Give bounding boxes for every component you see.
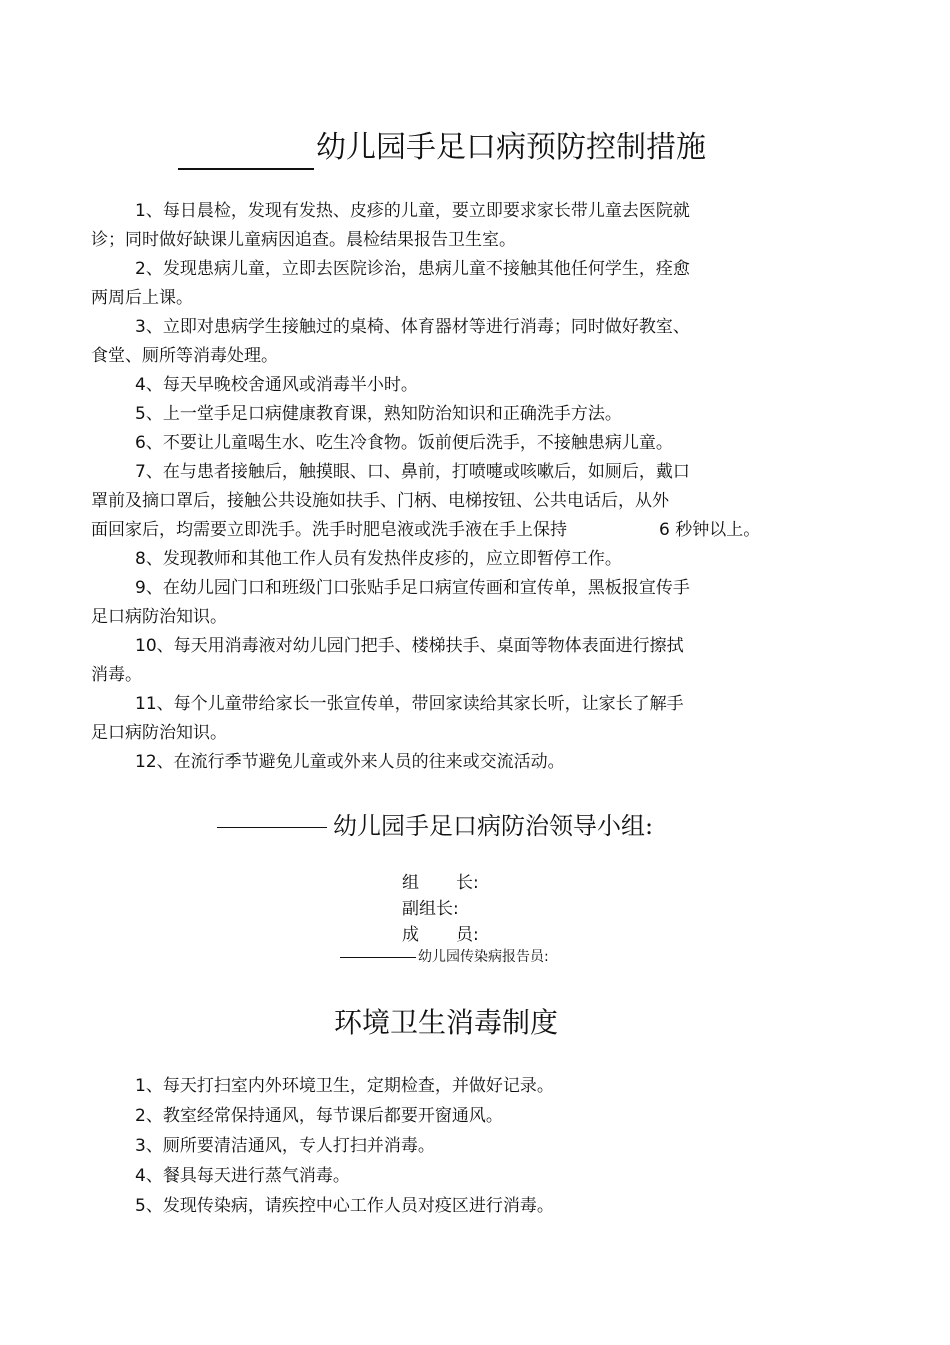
measure-8: 8、发现教师和其他工作人员有发热伴皮疹的，应立即暂停工作。 <box>135 549 622 569</box>
leadership-group-title <box>217 808 737 844</box>
measure-2-line-2: 两周后上课。 <box>91 288 193 308</box>
measure-12: 12、在流行季节避免儿童或外来人员的往来或交流活动。 <box>135 752 565 772</box>
measure-2-line-1: 2、发现患病儿童，立即去医院诊治，患病儿童不接触其他任何学生，痊愈 <box>135 259 690 279</box>
measure-7-line-3-text: 面回家后，均需要立即洗手。洗手时肥皂液或洗手液在手上保持 <box>91 520 567 540</box>
reporter-row <box>340 946 660 968</box>
measure-11-line-1: 11、每个儿童带给家长一张宣传单，带回家读给其家长听，让家长了解手 <box>135 694 684 714</box>
measure-7-line-2: 罩前及摘口罩后，接触公共设施如扶手、门柄、电梯按钮、公共电话后，从外 <box>91 491 669 511</box>
leader-label-a: 组 <box>402 873 419 893</box>
deputy-leader-label: 副组长: <box>402 899 459 919</box>
measure-6: 6、不要让儿童喝生水、吃生冷食物。饭前便后洗手，不接触患病儿童。 <box>135 433 673 453</box>
rule-4: 4、餐具每天进行蒸气消毒。 <box>135 1166 350 1186</box>
rule-5: 5、发现传染病，请疾控中心工作人员对疫区进行消毒。 <box>135 1196 554 1216</box>
measure-7-line-1: 7、在与患者接触后，触摸眼、口、鼻前，打喷嚏或咳嗽后，如厕后，戴口 <box>135 462 690 482</box>
prevention-measures-list <box>91 197 843 777</box>
member-label-a: 成 <box>402 925 419 945</box>
measure-7-line-3 <box>91 516 843 545</box>
reporter-dash-line <box>340 957 416 958</box>
leader-label-b: 长: <box>456 873 479 893</box>
reporter-label: 幼儿园传染病报告员: <box>418 949 549 965</box>
measure-10-line-2: 消毒。 <box>91 665 142 685</box>
rule-1: 1、每天打扫室内外环境卫生，定期检查，并做好记录。 <box>135 1076 554 1096</box>
measure-7-line-3-duration: 6 秒钟以上。 <box>659 520 761 540</box>
measure-4: 4、每天早晚校舍通风或消毒半小时。 <box>135 375 418 395</box>
member-label-b: 员: <box>456 925 479 945</box>
leader-row <box>402 870 702 896</box>
measure-9-line-2: 足口病防治知识。 <box>91 607 227 627</box>
rule-3: 3、厕所要清洁通风，专人打扫并消毒。 <box>135 1136 435 1156</box>
measure-11-line-2: 足口病防治知识。 <box>91 723 227 743</box>
measure-3-line-1: 3、立即对患病学生接触过的桌椅、体育器材等进行消毒；同时做好教室、 <box>135 317 690 337</box>
measure-10-line-1: 10、每天用消毒液对幼儿园门把手、楼梯扶手、桌面等物体表面进行擦拭 <box>135 636 684 656</box>
prevention-title <box>178 126 798 170</box>
measure-1-line-1: 1、每日晨检，发现有发热、皮疹的儿童，要立即要求家长带儿童去医院就 <box>135 201 690 221</box>
measure-1-line-2: 诊；同时做好缺课儿童病因追查。晨检结果报告卫生室。 <box>91 230 516 250</box>
measure-3-line-2: 食堂、厕所等消毒处理。 <box>91 346 278 366</box>
measure-9-line-1: 9、在幼儿园门口和班级门口张贴手足口病宣传画和宣传单，黑板报宣传手 <box>135 578 690 598</box>
disinfection-rules-list <box>135 1071 835 1221</box>
leadership-roles <box>402 870 702 948</box>
rule-2: 2、教室经常保持通风，每节课后都要开窗通风。 <box>135 1106 503 1126</box>
title-dash-line <box>217 827 327 828</box>
deputy-leader-row <box>402 896 702 922</box>
prevention-title-text: 幼儿园手足口病预防控制措施 <box>316 130 706 165</box>
disinfection-title: 环境卫生消毒制度 <box>334 1006 559 1039</box>
title-blank-line <box>178 134 314 170</box>
leadership-group-title-text: 幼儿园手足口病防治领导小组: <box>333 812 654 840</box>
measure-5: 5、上一堂手足口病健康教育课，熟知防治知识和正确洗手方法。 <box>135 404 622 424</box>
member-row <box>402 922 702 948</box>
